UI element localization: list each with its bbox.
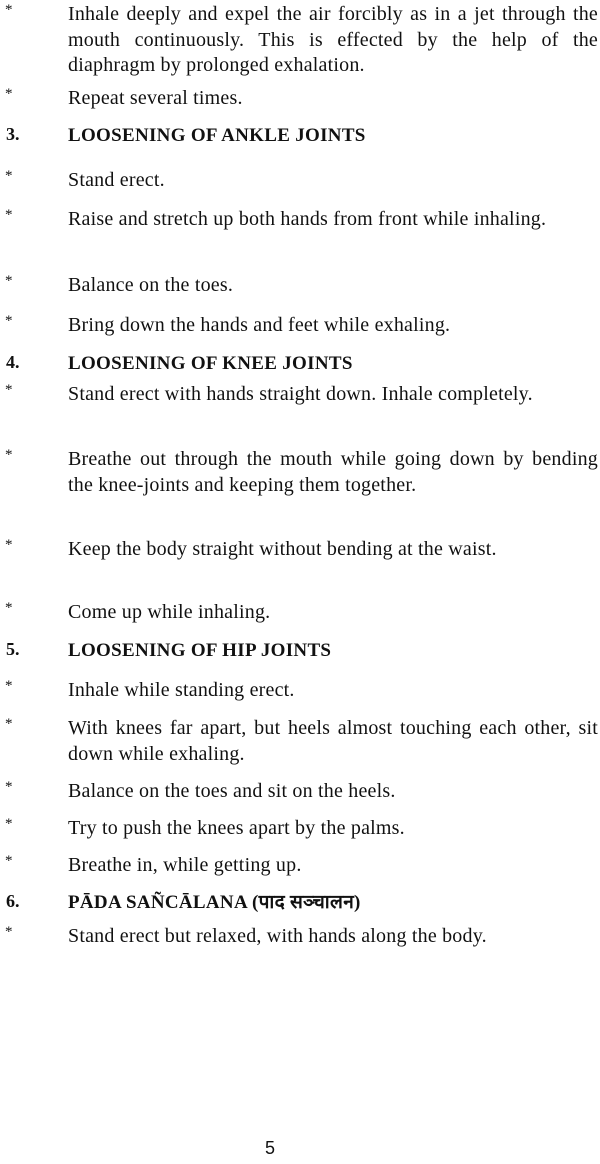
instruction-text: Inhale while standing erect. — [68, 679, 295, 701]
instruction-text: With knees far apart, but heels almost touching each other, sit down while exhaling. — [68, 717, 598, 765]
bullet-marker: * — [5, 600, 13, 616]
section-heading: LOOSENING OF ANKLE JOINTS — [68, 125, 366, 146]
page-number: 5 — [264, 1138, 275, 1158]
section-heading: LOOSENING OF HIP JOINTS — [68, 640, 332, 661]
instruction-text: Inhale deeply and expel the air forcibly as in a jet through the mouth continuously. This is effected by the help of the diaphragm by prolonged exhalation. — [68, 3, 598, 76]
section-number: 6. — [6, 891, 20, 911]
bullet-marker: * — [5, 537, 13, 553]
bullet-marker: * — [5, 716, 13, 732]
bullet-marker: * — [5, 207, 13, 223]
instruction-text: Come up while inhaling. — [68, 601, 271, 623]
instruction-text: Bring down the hands and feet while exhaling. — [68, 314, 451, 336]
instruction-text: Try to push the knees apart by the palms. — [68, 817, 405, 839]
instruction-text: Stand erect with hands straight down. Inhale completely. — [68, 383, 533, 405]
instruction-text: Balance on the toes and sit on the heels. — [68, 780, 396, 802]
bullet-marker: * — [5, 382, 13, 398]
bullet-marker: * — [5, 447, 13, 463]
bullet-marker: * — [5, 273, 13, 289]
instruction-text: Repeat several times. — [68, 87, 243, 109]
bullet-marker: * — [5, 853, 13, 869]
instruction-text: Stand erect but relaxed, with hands along the body. — [68, 925, 487, 947]
section-number: 5. — [6, 639, 20, 659]
bullet-marker: * — [5, 86, 13, 102]
bullet-marker: * — [5, 924, 13, 940]
bullet-marker: * — [5, 168, 13, 184]
instruction-text: Balance on the toes. — [68, 274, 234, 296]
bullet-marker: * — [5, 678, 13, 694]
section-number: 3. — [6, 124, 20, 144]
section-heading: LOOSENING OF KNEE JOINTS — [68, 353, 353, 374]
bullet-marker: * — [5, 779, 13, 795]
instruction-text: Breathe in, while getting up. — [68, 854, 302, 876]
bullet-marker: * — [5, 313, 13, 329]
section-number: 4. — [6, 352, 20, 372]
instruction-text: Raise and stretch up both hands from front while inhaling. — [68, 208, 547, 230]
instruction-text: Breathe out through the mouth while going down by bending the knee-joints and keeping them together. — [68, 448, 598, 496]
instruction-text: Keep the body straight without bending at the waist. — [68, 538, 497, 560]
bullet-marker: * — [5, 2, 13, 18]
bullet-marker: * — [5, 816, 13, 832]
section-heading: PĀDA SAÑCĀLANA (पाद सञ्चालन) — [68, 892, 361, 913]
instruction-text: Stand erect. — [68, 169, 165, 191]
